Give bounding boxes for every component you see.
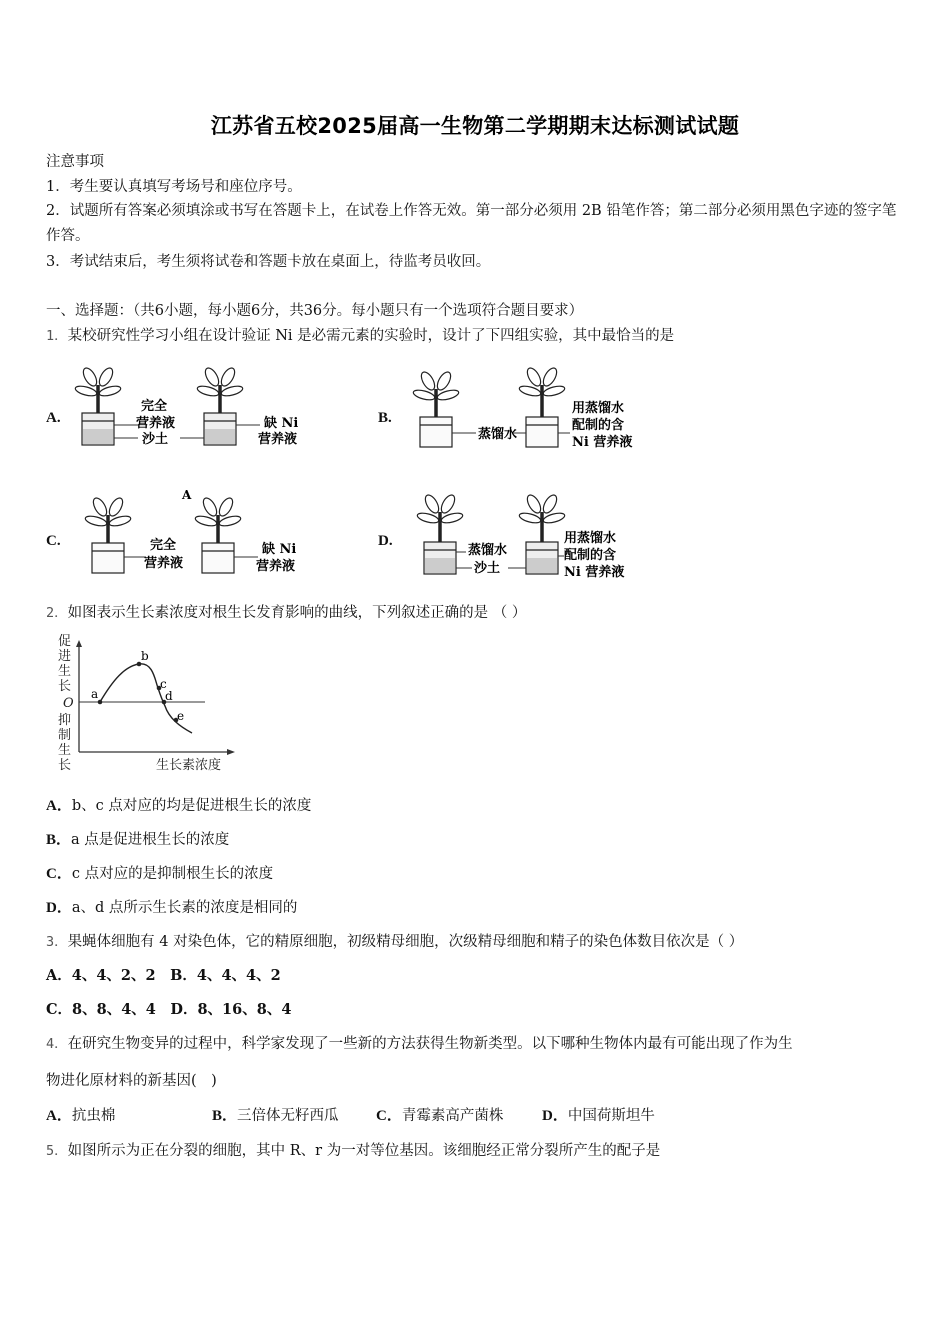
question-number: 3． (46, 934, 68, 950)
label-sand: 沙土 (474, 561, 501, 576)
question-5 (46, 1141, 660, 1161)
question-number: 4． (46, 1036, 68, 1052)
question-stem: 果蝇体细胞有 4 对染色体，它的精原细胞，初级精母细胞，次级精母细胞和精子的染色体数目依次是（ ） (67, 934, 744, 950)
q2-option-b (46, 830, 229, 850)
option-label: B. (378, 410, 392, 426)
label-nutrient: 营养液 (256, 559, 296, 574)
plant-icon (416, 493, 463, 574)
option-text: 青霉素高产菌株 (401, 1108, 504, 1124)
auxin-root-growth-chart (55, 632, 245, 777)
plant-icon (518, 366, 565, 447)
label-nutrient: 营养液 (258, 432, 298, 447)
svg-text:抑: 抑 (58, 713, 72, 728)
question-2 (46, 603, 526, 623)
label-line-2: 配制的含 (564, 548, 617, 563)
question-stem: 某校研究性学习小组在设计验证 Ni 是必需元素的实验时，设计了下四组实验，其中最恰当的是 (67, 328, 675, 344)
q4-option-a (46, 1106, 212, 1126)
label-line-3: Ni 营养液 (564, 565, 625, 580)
label-distilled-water: 蒸馏水 (478, 427, 518, 442)
point-b-label: b (141, 649, 149, 663)
q4-options-row (46, 1106, 655, 1126)
label-no-ni: 缺 Ni (264, 416, 299, 431)
notice-item-2: 2．试题所有答案必须填涂或书写在答题卡上，在试卷上作答无效。第一部分必须用 2B 铅笔作答；第二部分必须用黑色字迹的签字笔作答。 (46, 203, 897, 244)
q1-figure-option-a (46, 365, 346, 455)
section-heading: 一、选择题：（共6小题，每小题6分，共36分。每小题只有一个选项符合题目要求） (46, 303, 584, 319)
option-label: D． (46, 900, 72, 916)
question-stem: 如图表示生长素浓度对根生长发育影响的曲线，下列叙述正确的是 （ ） (67, 605, 527, 621)
chart-svg (55, 632, 245, 777)
point-a-label: a (91, 687, 99, 701)
option-label: A． (46, 798, 72, 814)
option-text: c 点对应的是抑制根生长的浓度 (71, 866, 274, 882)
svg-text:促: 促 (58, 634, 72, 649)
label-nutrient: 营养液 (136, 416, 176, 431)
option-text: 三倍体无籽西瓜 (237, 1108, 339, 1124)
plant-pair-illustration (46, 365, 346, 455)
q1-figure-option-c (46, 485, 346, 580)
q3-options-row-2: C．8、8、4、4 D．8、16、8、4 (46, 1001, 292, 1018)
option-text: 抗虫棉 (71, 1108, 116, 1124)
point-c-label: c (160, 677, 167, 691)
q2-option-a (46, 796, 311, 816)
svg-text:生: 生 (58, 743, 72, 758)
q4-option-b (212, 1106, 376, 1126)
label-sand: 沙土 (142, 432, 169, 447)
plant-icon (412, 370, 459, 447)
option-text: b、c 点对应的均是促进根生长的浓度 (71, 798, 312, 814)
label-complete: 完全 (141, 399, 168, 414)
label-nutrient: 营养液 (144, 556, 184, 571)
plant-pair-illustration (378, 365, 658, 455)
q4-option-d (542, 1108, 655, 1124)
svg-text:生: 生 (58, 664, 72, 679)
plant-icon (196, 366, 243, 445)
notice-heading: 注意事项 (46, 154, 104, 170)
question-number: 5． (46, 1143, 68, 1159)
option-text: 中国荷斯坦牛 (567, 1108, 655, 1124)
plant-pair-illustration (378, 490, 658, 582)
question-1 (46, 326, 674, 346)
plant-icon (518, 493, 565, 574)
question-4-line-1 (46, 1034, 793, 1054)
q2-option-c (46, 864, 273, 884)
question-number: 1． (46, 328, 68, 344)
origin-label: O (63, 696, 74, 711)
option-label: C． (46, 866, 72, 882)
plant-icon (74, 366, 121, 445)
question-stem: 在研究生物变异的过程中，科学家发现了一些新的方法获得生物新类型。以下哪种生物体内最有可能出现了作为生 (67, 1036, 793, 1052)
label-line-1: 用蒸馏水 (564, 531, 617, 546)
option-text: a、d 点所示生长素的浓度是相同的 (71, 900, 298, 916)
q3-options-row-1: A．4、4、2、2 B．4、4、4、2 (46, 967, 281, 984)
option-label: D. (378, 533, 393, 549)
label-line-1: 用蒸馏水 (572, 401, 625, 416)
question-number: 2． (46, 605, 68, 621)
question-stem: 如图所示为正在分裂的细胞，其中 R、r 为一对等位基因。该细胞经正常分裂所产生的配子是 (67, 1143, 661, 1159)
option-label: B． (212, 1108, 238, 1124)
option-label: B． (46, 832, 72, 848)
notice-item-1: 1．考生要认真填写考场号和座位序号。 (46, 179, 302, 195)
q1-figure-option-b (378, 365, 658, 455)
point-d-label: d (165, 689, 173, 703)
svg-text:进: 进 (58, 649, 72, 664)
option-label: C． (376, 1108, 402, 1124)
option-label: A． (46, 1108, 72, 1124)
option-text: a 点是促进根生长的浓度 (71, 832, 230, 848)
question-3 (46, 932, 743, 952)
plant-pair-illustration (46, 485, 346, 580)
q1-figure-option-d (378, 490, 658, 582)
label-distilled-water: 蒸馏水 (468, 543, 508, 558)
question-4-line-2: 物进化原材料的新基因( ) (46, 1073, 217, 1089)
svg-text:长: 长 (58, 758, 72, 773)
marker-a: A (182, 488, 192, 502)
svg-text:长: 长 (58, 679, 72, 694)
plant-icon (194, 496, 241, 573)
label-complete: 完全 (150, 538, 177, 553)
svg-text:制: 制 (58, 728, 72, 743)
label-line-3: Ni 营养液 (572, 435, 633, 450)
page-title: 江苏省五校2025届高一生物第二学期期末达标测试试题 (210, 114, 740, 138)
y-axis-label-bottom (58, 712, 71, 773)
q4-option-c (376, 1106, 542, 1126)
q2-option-d (46, 898, 297, 918)
option-label: D． (542, 1108, 568, 1124)
option-label: C. (46, 533, 61, 549)
option-label: A. (46, 410, 61, 426)
plant-icon (84, 496, 131, 573)
y-axis-label-top (58, 634, 71, 694)
point-e-label: e (177, 709, 185, 723)
label-line-2: 配制的含 (572, 418, 625, 433)
x-axis-label: 生长素浓度 (156, 758, 222, 773)
label-no-ni: 缺 Ni (262, 542, 297, 557)
notice-item-3: 3．考试结束后，考生须将试卷和答题卡放在桌面上，待监考员收回。 (46, 254, 491, 270)
